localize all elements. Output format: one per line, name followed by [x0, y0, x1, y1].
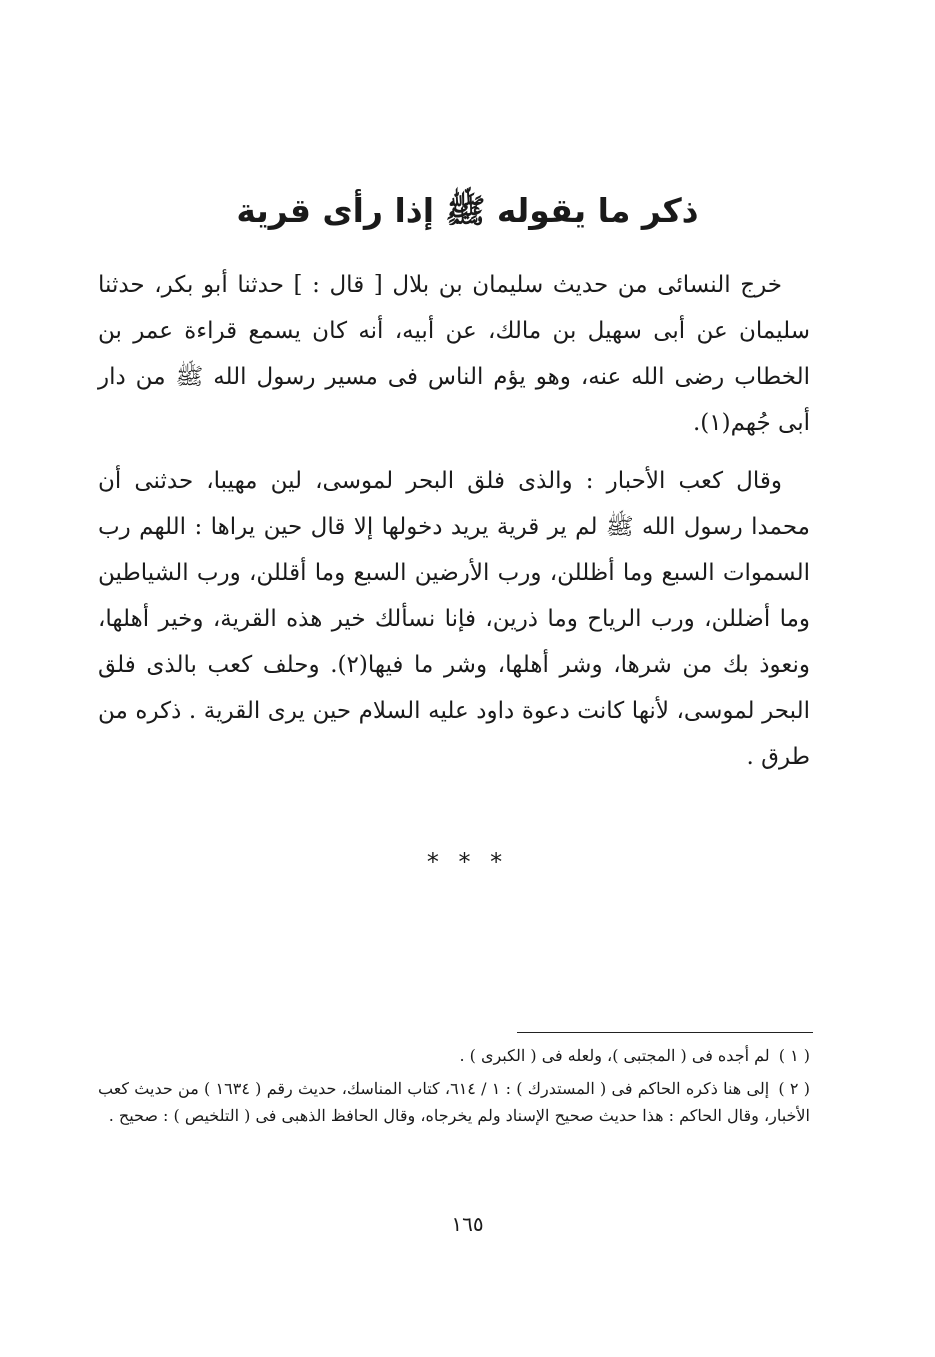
footnote-1 [98, 1042, 810, 1069]
section-separator: * * * [426, 848, 509, 876]
paragraph-2 [98, 458, 810, 780]
footnote-number: ( ٢ ) [778, 1079, 811, 1098]
footnote-divider [517, 1032, 813, 1033]
paragraph-1 [98, 262, 810, 446]
footnote-text: إلى هنا ذكره الحاكم فى ( المستدرك ) : ١ / ٦١٤، كتاب المناسك، حديث رقم ( ١٦٣٤ ) من حديث كعب الأخبار، وقال الحاكم : هذا حديث صحيح الإسناد ولم يخرجاه، وقال الحافظ الذهبى فى ( التلخيص ) : صحيح . [98, 1079, 810, 1125]
footnote-text: لم أجده فى ( المجتبى )، ولعله فى ( الكبرى ) . [459, 1046, 770, 1065]
chapter-title: ذكر ما يقوله ﷺ إذا رأى قرية [236, 191, 699, 230]
paragraph-2-text: وقال كعب الأحبار : والذى فلق البحر لموسى، لين مهيبا، حدثنى أن محمدا رسول الله ﷺ لم ير قرية يريد دخولها إلا قال حين يراها : اللهم رب السموات السبع وما أظللن، ورب الأرضين السبع وما أقللن، ورب الشياطين وما أضللن، ورب الرياح وما ذرين، فإنا نسألك خير هذه القرية، وخير أهلها، ونعوذ بك من شرها، وشر أهلها، وشر ما فيها(٢). وحلف كعب بالذى فلق البحر لموسى، لأنها كانت دعوة داود عليه السلام حين يرى القرية . ذكره من طرق . [98, 468, 810, 770]
page-number: ١٦٥ [451, 1212, 484, 1236]
footnote-2 [98, 1075, 810, 1129]
footnotes [98, 1042, 810, 1135]
footnote-number: ( ١ ) [778, 1046, 810, 1065]
paragraph-1-text: خرج النسائى من حديث سليمان بن بلال [ قال : ] حدثنا أبو بكر، حدثنا سليمان عن أبى سهيل بن مالك، عن أبيه، أنه كان يسمع قراءة عمر بن الخطاب رضى الله عنه، وهو يؤم الناس فى مسير رسول الله ﷺ من دار أبى جُهم(١). [98, 272, 810, 436]
